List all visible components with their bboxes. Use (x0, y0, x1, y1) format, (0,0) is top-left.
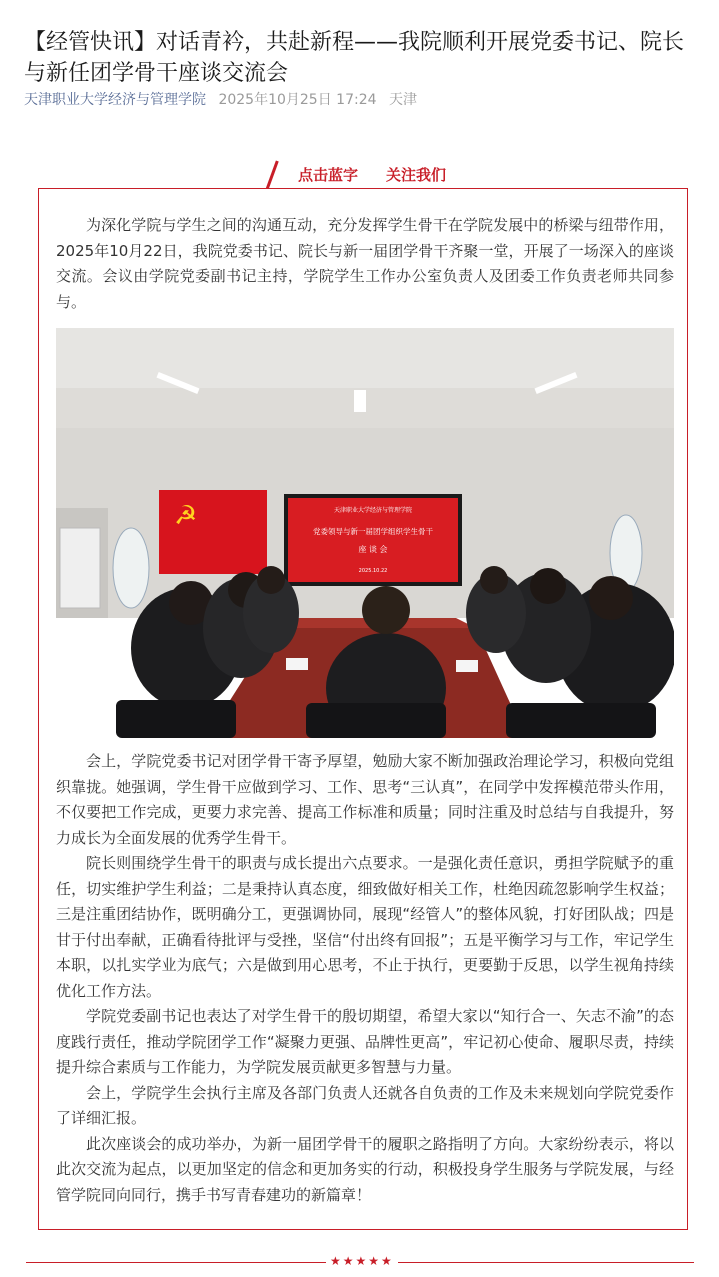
body-text (56, 749, 674, 1208)
screen-line-3: 座 谈 会 (358, 545, 388, 554)
paragraph-student-union: 会上，学院学生会执行主席及各部门负责人还就各自负责的工作及未来规划向学院党委作了详细汇报。 (56, 1083, 674, 1127)
account-name-link[interactable]: 天津职业大学经济与管理学院 (24, 92, 206, 108)
follow-us-text: 关注我们 (386, 166, 447, 184)
publish-location: 天津 (388, 92, 417, 108)
publish-datetime: 2025年10月25日 17:24 (218, 92, 377, 108)
screen-line-2: 党委领导与新一届团学组织学生骨干 (313, 527, 433, 536)
paragraph-secretary: 会上，学院党委书记对团学骨干寄予厚望，勉励大家不断加强政治理论学习，积极向党组织靠拢。她强调，学生骨干应做到学习、工作、思考“三认真”，在同学中发挥模范带头作用，不仅要把工作完成，更要力求完善、提高工作标准和质量；同时注重及时总结与自我提升，努力成长为全面发展的优秀学生骨干。 (56, 752, 674, 847)
article-title: 【经管快讯】对话青衿，共赴新程——我院顺利开展党委书记、院长与新任团学骨干座谈交流会 (24, 29, 685, 86)
click-blue-text: 点击蓝字 (298, 166, 359, 184)
paragraph-deputy-secretary: 学院党委副书记也表达了对学生骨干的殷切期望，希望大家以“知行合一、矢志不渝”的态度践行责任，推动学院团学工作“凝聚力更强、品牌性更高”，牢记初心使命、履职尽责，持续提升综合素质与工作能力，为学院发展贡献更多智慧与力量。 (56, 1007, 674, 1076)
screen-date: 2025.10.22 (358, 568, 388, 574)
svg-text:☭: ☭ (174, 501, 198, 531)
paragraph-conclusion: 此次座谈会的成功举办，为新一届团学骨干的履职之路指明了方向。大家纷纷表示，将以此次交流为起点，以更加坚定的信念和更加务实的行动，积极投身学生服务与学院发展，与经管学院同向同行，携手书写青春建功的新篇章！ (56, 1134, 674, 1204)
intro-paragraph: 为深化学院与学生之间的沟通互动，充分发挥学生骨干在学院发展中的桥梁与纽带作用，2025年10月22日，我院党委书记、院长与新一届团学骨干齐聚一堂，开展了一场深入的座谈交流。会议由学院党委副书记主持，学院学生工作办公室负责人及团委工作负责老师共同参与。 (56, 216, 674, 311)
meeting-photo[interactable] (56, 328, 674, 738)
footer-stars: ★★★★★ (326, 1254, 398, 1268)
screen-line-1: 天津职业大学经济与管理学院 (333, 507, 413, 514)
paragraph-dean: 院长则围绕学生骨干的职责与成长提出六点要求。一是强化责任意识，勇担学院赋予的重任，切实维护学生利益；二是秉持认真态度，细致做好相关工作，杜绝因疏忽影响学生权益；三是注重团结协作，既明确分工，更强调协同，展现“经管人”的整体风貌，打好团队战；四是甘于付出奉献，正确看待批评与受挫，坚信“付出终有回报”；五是平衡学习与工作，牢记学生本职，以扎实学业为底气；六是做到用心思考，不止于执行，更要勤于反思，以学生视角持续优化工作方法。 (56, 854, 674, 1000)
article-meta (24, 89, 425, 109)
meeting-photo-illustration (56, 328, 674, 738)
